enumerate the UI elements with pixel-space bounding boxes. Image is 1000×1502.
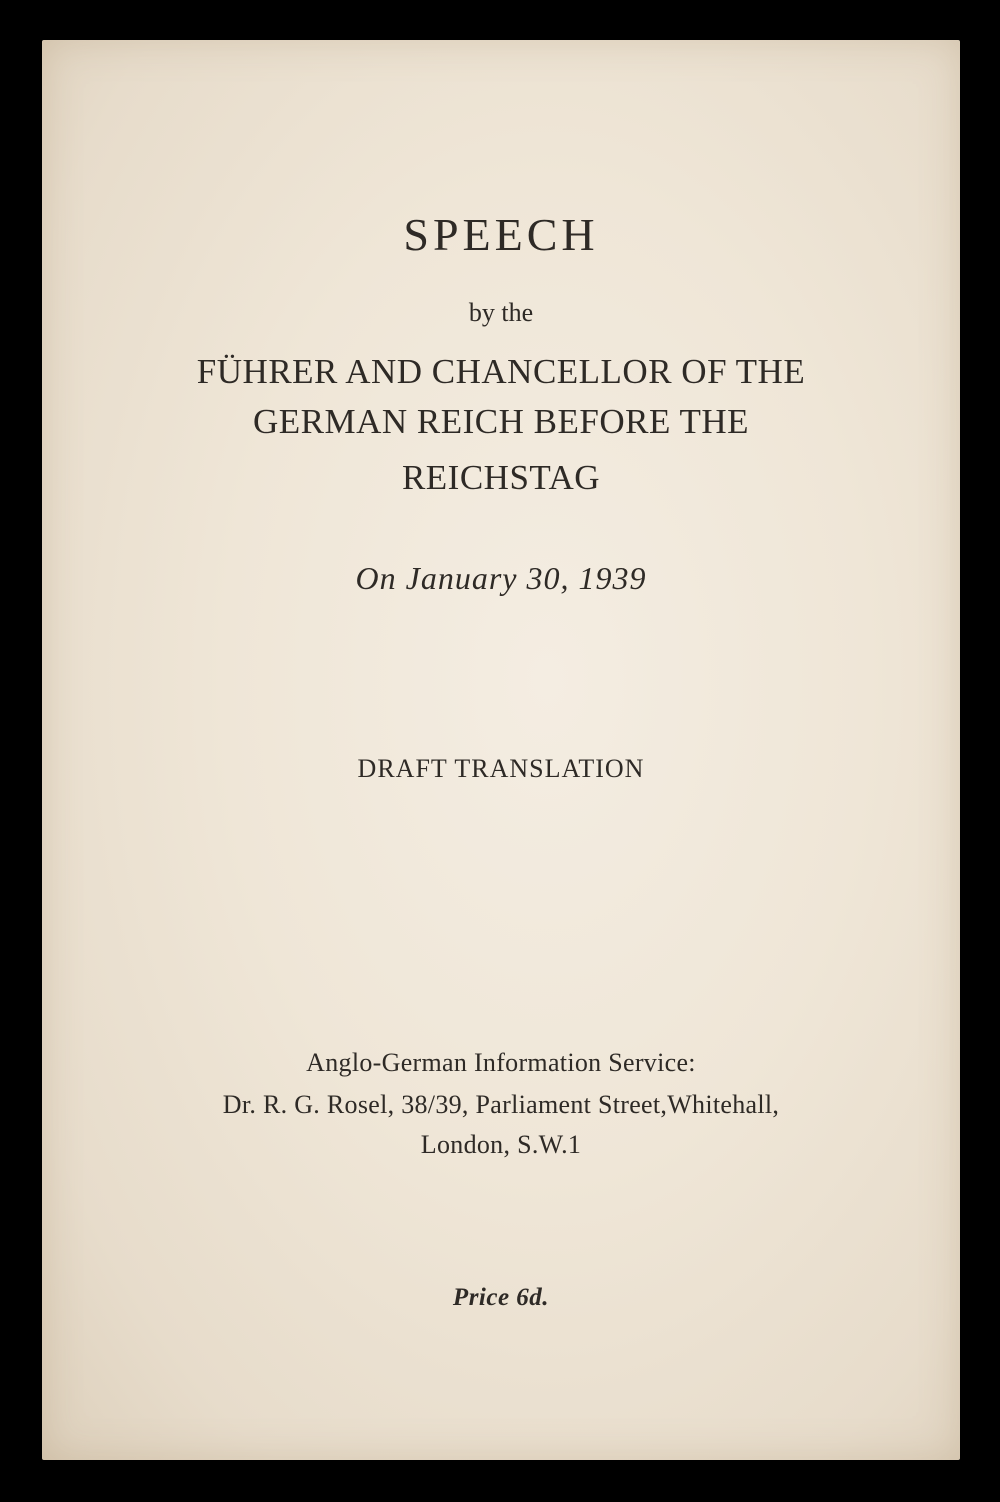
document-cover	[42, 40, 960, 1460]
draft-note: DRAFT TRANSLATION	[357, 754, 645, 783]
publisher-line-1: Anglo-German Information Service:	[306, 1048, 696, 1077]
publisher-line-3: London, S.W.1	[420, 1130, 582, 1159]
document-date: On January 30, 1939	[355, 560, 647, 596]
document-byline: by the	[468, 298, 534, 327]
document-title: SPEECH	[403, 209, 599, 260]
heading-line-2: GERMAN REICH BEFORE THE	[252, 402, 749, 441]
heading-line-1: FÜHRER AND CHANCELLOR OF THE	[196, 352, 806, 391]
heading-line-3: REICHSTAG	[401, 458, 601, 497]
price-label: Price 6d.	[452, 1284, 550, 1311]
publisher-line-2: Dr. R. G. Rosel, 38/39, Parliament Street,Whitehall,	[222, 1090, 780, 1119]
